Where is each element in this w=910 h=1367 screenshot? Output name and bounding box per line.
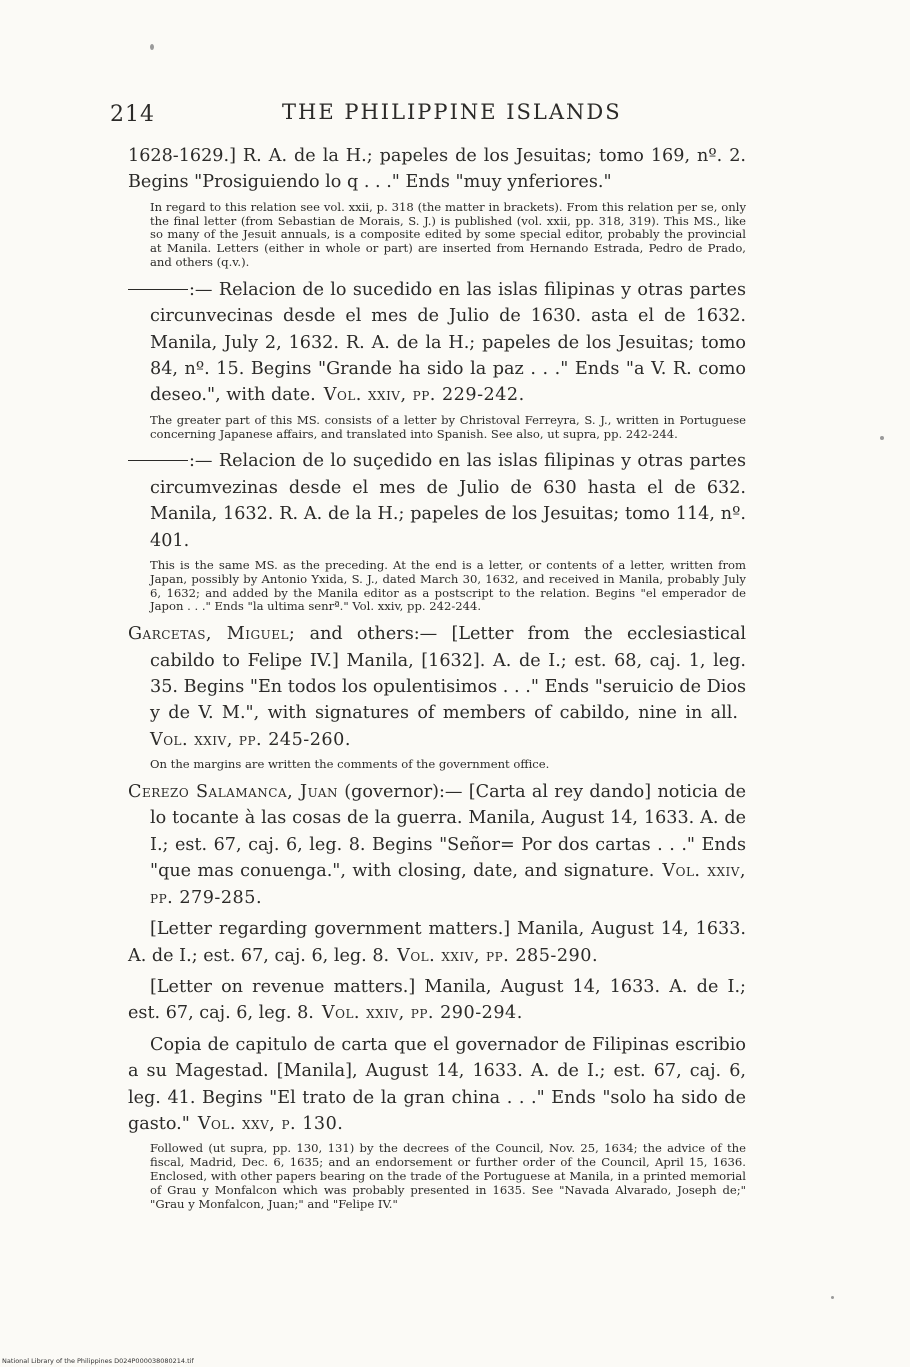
scan-speck [880,436,884,440]
entry-note: Followed (ut supra, pp. 130, 131) by the decrees of the Council, Nov. 25, 1634; the advice of the fiscal, Madrid, Dec. 6, 1635; and an endorsement or further order of the Council, April 15, 1636. Enclosed, with other papers bearing on the trade of the Portuguese at Manila, in a printed memorial of Grau y Monfalcon which was probably presented in 1635. See "Navada Alvarado, Joseph de;" "Grau y Monfalcon, Juan;" and "Felipe IV." [150,1141,746,1211]
ditto-dash [128,460,188,461]
entry-note: On the margins are written the comments of the government office. [150,757,550,772]
entry-note: This is the same MS. as the preceding. At the end is a letter, or contents of a letter, written from Japan, possibly by Antonio Yxida, S. J., dated March 30, 1632, and received in Manila, probably July 6, 1632; and added by the Manila editor as a postscript to the relation. Begins "el emperador de Japon . . ." Ends "la ultima senrª." Vol. xxiv, pp. 242-244. [150,558,746,614]
entry [128,277,746,442]
entry-text: :— Relacion de lo suçedido en las islas filipinas y otras partes circumvezinas desde el mes de Julio de 630 hasta el de 632. Manila, 1632. R. A. de la H.; papeles de los Jesuitas; tomo 114, nº. 401. [128,448,746,554]
entry-author: Garcetas, Miguel; [128,624,296,645]
running-title: THE PHILIPPINE ISLANDS [282,100,622,124]
volume-ref: Vol. xxiv, pp. 279-285. [150,861,746,908]
entry-text: Copia de capitulo de carta que el governador de Filipinas escribio a su Magestad. [Manila], August 14, 1633. A. de I.; est. 67, caj. 6, leg. 41. Begins "El trato de la gran china . . ." Ends "solo ha sido de gasto." Vol. xxv, p. 130. [128,1034,746,1134]
bibliography-body [128,143,746,1218]
entry-text: 1628-1629.] R. A. de la H.; papeles de los Jesuitas; tomo 169, nº. 2. Begins "Prosiguiendo lo q . . ." Ends "muy ynferiores." [128,146,746,193]
page-number: 214 [110,102,155,127]
entry-text: Garcetas, Miguel; and others:— [Letter from the ecclesiastical cabildo to Felipe IV.] Manila, [1632]. A. de I.; est. 68, caj. 1, leg. 35. Begins "En todos los opulentisimos . . ." Ends "seruicio de Dios y de V. M.", with signatures of members of cabildo, nine in all.Vol. xxiv, pp. 245-260. [128,624,747,750]
volume-ref: Vol. xxiv, pp. 245-260. [150,729,351,750]
entry [128,916,746,969]
entry [128,448,746,614]
entry-author: Cerezo Salamanca, Juan [128,782,338,803]
entry [128,621,746,772]
entry-text: Cerezo Salamanca, Juan (governor):— [Carta al rey dando] noticia de lo tocante à las cosas de la guerra. Manila, August 14, 1633. A. de I.; est. 67, caj. 6, leg. 8. Begins "Señor= Por dos cartas . . ." Ends "que mas conuenga.", with closing, date, and signature. Vol. xxiv, pp. 279-285. [128,782,746,908]
scan-speck [831,1296,834,1299]
entry-note: The greater part of this MS. consists of a letter by Christoval Ferreyra, S. J., written in Portuguese concerning Japanese affairs, and translated into Spanish. See also, ut supra, pp. 242-244. [150,412,746,441]
entry-text: :— Relacion de lo sucedido en las islas filipinas y otras partes circunvecinas desde el mes de Julio de 1630. asta el de 1632. Manila, July 2, 1632. R. A. de la H.; papeles de los Jesuitas; tomo 84, nº. 15. Begins "Grande ha sido la paz . . ." Ends "a V. R. como deseo.", with date. Vol. xxiv, pp. 229-242. [128,277,746,409]
ditto-dash [128,289,188,290]
volume-ref: Vol. xxv, p. 130. [197,1113,344,1134]
entry [128,779,746,911]
entry-text: [Letter on revenue matters.] Manila, August 14, 1633. A. de I.; est. 67, caj. 6, leg. 8. Vol. xxiv, pp. 290-294. [128,976,746,1024]
entry [128,143,746,270]
entry-text: [Letter regarding government matters.] Manila, August 14, 1633. A. de I.; est. 67, caj. 6, leg. 8. Vol. xxiv, pp. 285-290. [128,919,746,966]
entry-note: In regard to this relation see vol. xxii, p. 318 (the matter in brackets). From this relation per se, only the final letter (from Sebastian de Morais, S. J.) is published (vol. xxii, pp. 318, 319). This MS., like so many of the Jesuit annuals, is a composite edited by some special editor, probably the provincial at Manila. Letters (either in whole or part) are inserted from Hernando Estrada, Pedro de Prado, and others (q.v.). [150,199,746,269]
scan-speck [150,44,154,50]
entry [128,974,746,1027]
volume-ref: Vol. xxiv, pp. 229-242. [323,385,525,406]
volume-ref: Vol. xxiv, pp. 290-294. [321,1003,523,1024]
entry [128,1032,746,1212]
scan-credit: National Library of the Philippines D024P000038080214.tif [2,1357,194,1365]
volume-ref: Vol. xxiv, pp. 285-290. [397,945,599,966]
